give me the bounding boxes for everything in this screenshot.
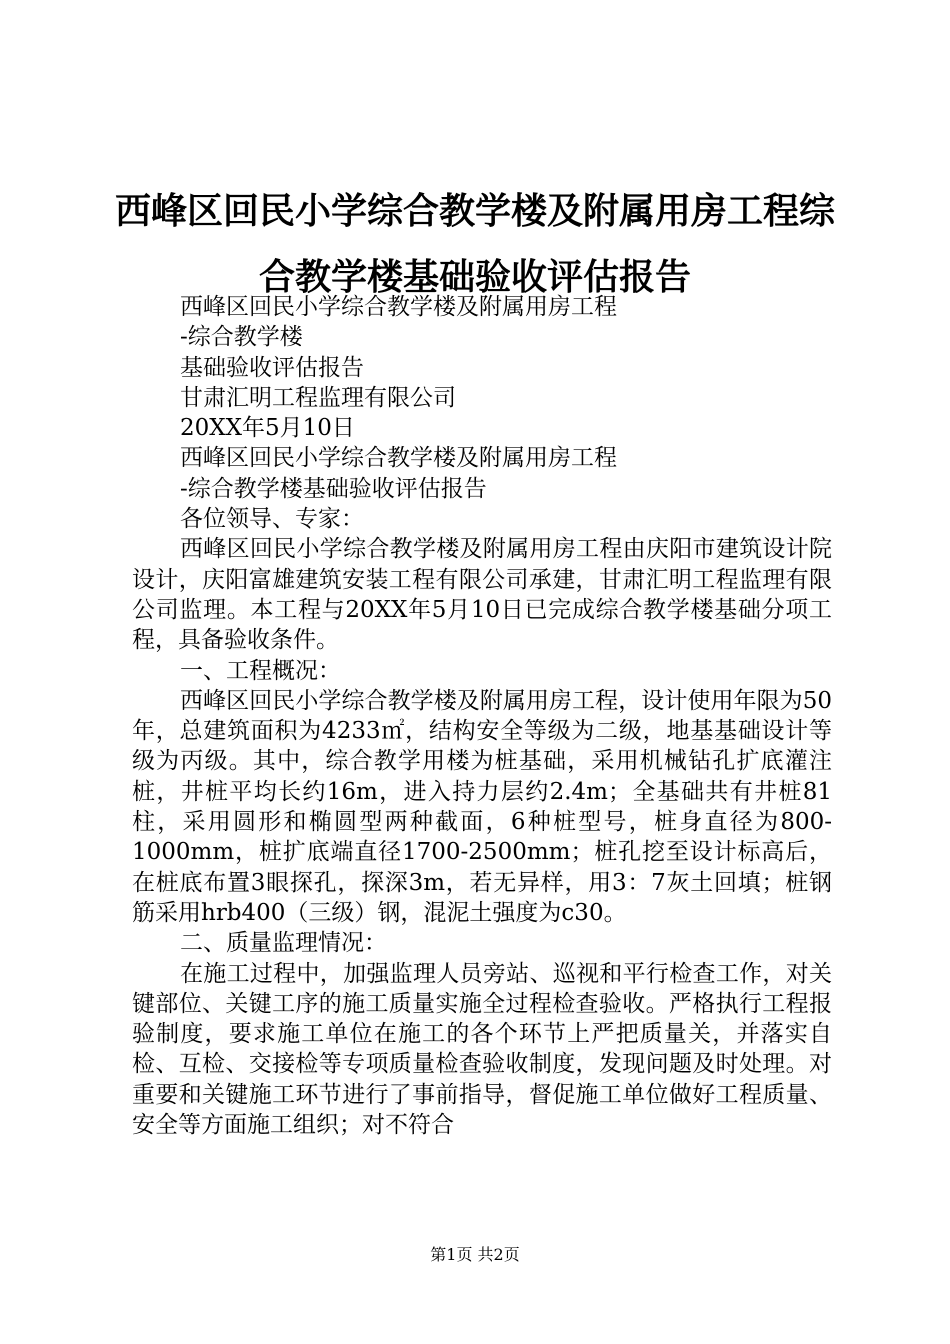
paragraph: 各位领导、专家：: [180, 506, 364, 533]
page-total: 共2页: [477, 1245, 520, 1264]
document-title-line-1: 西峰区回民小学综合教学楼及附属用房工程综: [114, 190, 835, 232]
paragraph: 20XX年5月10日: [180, 415, 355, 442]
page-number: 第1页: [430, 1245, 473, 1264]
paragraph: 在施工过程中，加强监理人员旁站、巡视和平行检查工作，对关键部位、关键工序的施工质量实施全过程检查验收。严格执行工程报验制度，要求施工单位在施工的各个环节上严把质量关，并落实自检、互检、交接检等专项质量检查验收制度，发现问题及时处理。对重要和关键施工环节进行了事前指导，督促施工单位做好工程质量、安全等方面施工组织；对不符合: [132, 960, 832, 1139]
paragraph: -综合教学楼: [180, 324, 303, 351]
document-body: [132, 292, 832, 1140]
document-title-line-2: 合教学楼基础验收评估报告: [258, 256, 691, 298]
paragraph: -综合教学楼基础验收评估报告: [180, 475, 487, 502]
paragraph: 基础验收评估报告: [180, 354, 364, 381]
paragraph: 西峰区回民小学综合教学楼及附属用房工程: [180, 445, 617, 472]
paragraph: 二、质量监理情况：: [180, 930, 387, 957]
paragraph: 西峰区回民小学综合教学楼及附属用房工程，设计使用年限为50年，总建筑面积为4233㎡，结构安全等级为二级，地基基础设计等级为丙级。其中，综合教学用楼为桩基础，采用机械钻孔扩底灌注桩，井桩平均长约16m，进入持力层约2.4m；全基础共有井桩81柱，采用圆形和椭圆型两种截面，6种桩型号，桩身直径为800-1000mm，桩扩底端直径1700-2500mm；桩孔挖至设计标高后，在桩底布置3眼探孔，探深3m，若无异样，用3：7灰土回填；桩钢筋采用hrb400（三级）钢，混泥土强度为c30。: [132, 687, 832, 926]
paragraph: 一、工程概况：: [180, 657, 341, 684]
paragraph: 西峰区回民小学综合教学楼及附属用房工程由庆阳市建筑设计院设计，庆阳富雄建筑安装工程有限公司承建，甘肃汇明工程监理有限公司监理。本工程与20XX年5月10日已完成综合教学楼基础分项工程，具备验收条件。: [132, 536, 832, 654]
paragraph: 西峰区回民小学综合教学楼及附属用房工程: [180, 294, 617, 320]
page-footer: [0, 1245, 950, 1265]
paragraph: 甘肃汇明工程监理有限公司: [180, 384, 456, 411]
